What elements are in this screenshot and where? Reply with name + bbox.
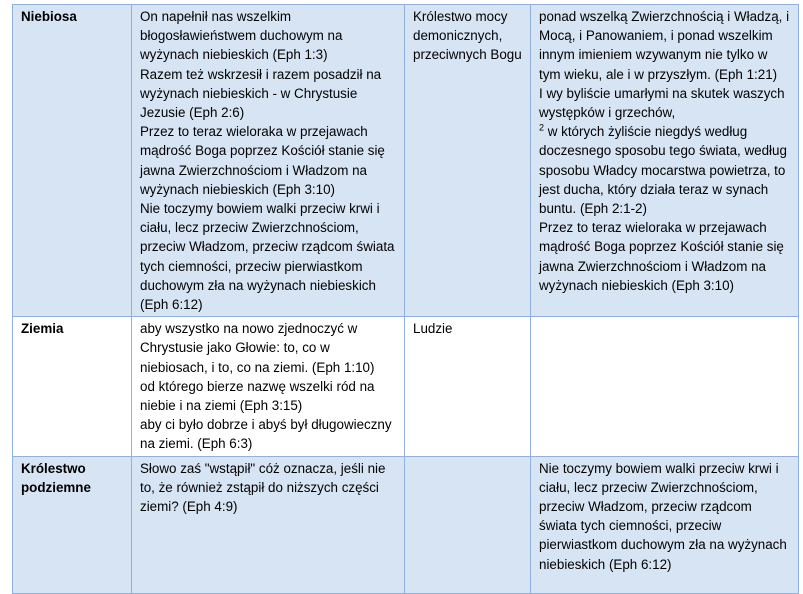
notes-cell [531,456,799,593]
realm-label: Królestwo podziemne [21,460,91,495]
note-text: ponad wszelką Zwierzchnością i Władzą, i Mocą, i Panowaniem, i ponad wszelkim innym imieniem wzywanym nie tylko w tym wieku, ale i w przyszłym. (Eph 1:21) [539,9,790,82]
note-text: Nie toczymy bowiem walki przeciw krwi i ciału, lecz przeciw Zwierzchnościom, przeciw Władzom, przeciw rządcom świata tych ciemności, przeciw pierwiastkom duchowym zła na wyżynach niebieskich (Eph 6:12) [539,460,787,572]
table-row-ziemia [13,317,799,456]
realm-cell [13,5,132,317]
realm-label: Niebiosa [21,9,77,24]
notes-cell [531,317,799,456]
inhabitants-cell [405,317,531,456]
realm-cell [13,456,132,593]
verse-text: aby wszystko na nowo zjednoczyć w Chrystusie jako Głowie: to, co w niebiosach, i to, co na ziemi. (Eph 1:10) [140,321,375,375]
inhabitants-cell [405,456,531,593]
verses-cell [132,456,405,593]
verse-number-marker: 2 [539,122,545,133]
table-row-krolestwo-podziemne [13,456,799,593]
verse-text: On napełnił nas wszelkim błogosławieństwem duchowym na wyżynach niebieskich (Eph 1:3) [140,9,343,63]
verse-text: aby ci było dobrze i abyś był długowieczny na ziemi. (Eph 6:3) [140,417,392,452]
verses-cell [132,317,405,456]
realm-cell [13,317,132,456]
inhabitants-text: Królestwo mocy demonicznych, przeciwnych Bogu [413,9,522,63]
realm-label: Ziemia [21,321,64,337]
verse-text: Razem też wskrzesił i razem posadził na wyżynach niebieskich - w Chrystusie Jezusie (Eph 2:6) [140,66,382,121]
table-row-niebiosa [13,5,799,317]
note-item [539,122,790,218]
note-text: w których żyliście niegdyś według doczesnego sposobu tego świata, według sposobu Władcy mocarstwa powietrza, to jest ducha, który działa teraz w synach buntu. (Eph 2:1-2) [539,124,787,217]
note-text: I wy byliście umarłymi na skutek waszych występków i grzechów, [539,85,785,121]
verse-text: od którego bierze nazwę wszelki ród na niebie i na ziemi (Eph 3:15) [140,378,375,414]
notes-cell [531,5,799,317]
note-text: Przez to teraz wieloraka w przejawach mądrość Boga poprzez Kościół stanie się jawna Zwierzchnościom i Władzom na wyżynach niebieskich (Eph 3:10) [539,220,784,293]
verses-cell [132,5,405,317]
inhabitants-cell [405,5,531,317]
verse-text: Słowo zaś "wstąpił" cóż oznacza, jeśli nie to, że również zstąpił do niższych części ziemi? (Eph 4:9) [140,460,386,515]
verse-text: Nie toczymy bowiem walki przeciw krwi i ciału, lecz przeciw Zwierzchnościom, przeciw Władzom, przeciw rządcom świata tych ciemności, przeciw pierwiastkom duchowym zła na wyżynach niebieskich (Eph 6:12) [140,201,395,313]
ephesians-realms-table [12,4,799,594]
verse-text: Przez to teraz wieloraka w przejawach mądrość Boga poprzez Kościół stanie się jawna Zwierzchnościom i Władzom na wyżynach niebieskich (Eph 3:10) [140,124,385,197]
inhabitants-text: Ludzie [413,321,453,337]
